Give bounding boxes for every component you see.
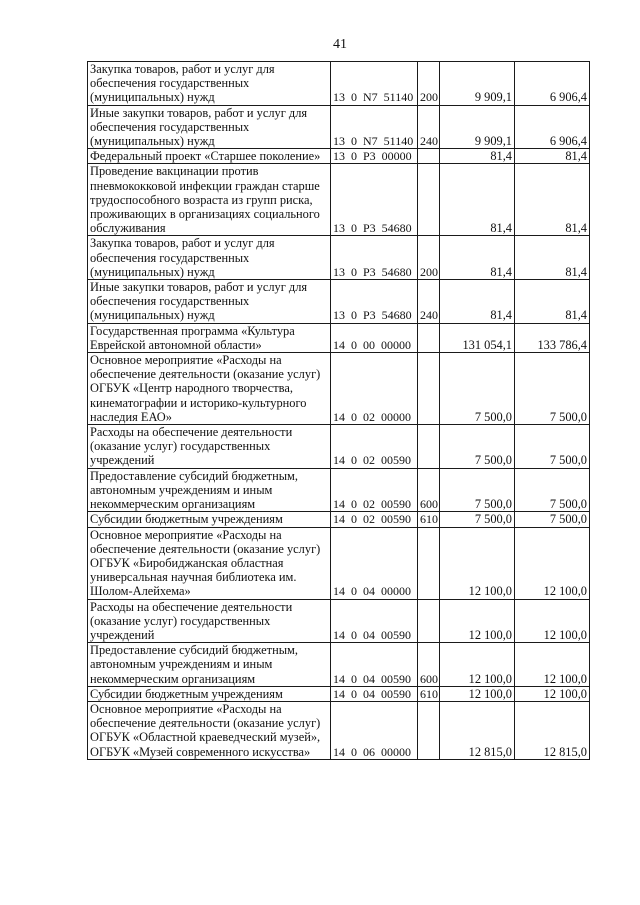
- row-code-cell: 13 0 P3 00000: [331, 149, 418, 164]
- row-name-cell: Предоставление субсидий бюджетным, автономным учреждениям и иным некоммерческим организациям: [88, 468, 331, 512]
- row-value-2023-cell: 7 500,0: [440, 353, 515, 425]
- row-name-cell: Предоставление субсидий бюджетным, автономным учреждениям и иным некоммерческим организациям: [88, 643, 331, 687]
- row-expense-type-cell: [418, 425, 440, 469]
- row-expense-type-cell: 610: [418, 512, 440, 527]
- row-value-2023-cell: 9 909,1: [440, 105, 515, 149]
- row-value-2023-cell: 81,4: [440, 280, 515, 324]
- table-row: [88, 105, 590, 149]
- row-value-2024-cell: 133 786,4: [515, 323, 590, 352]
- row-value-2023-cell: 9 909,1: [440, 62, 515, 106]
- table-row: [88, 236, 590, 280]
- row-value-2024-cell: 12 815,0: [515, 701, 590, 759]
- row-code-cell: 14 0 02 00590: [331, 468, 418, 512]
- row-value-2023-cell: 7 500,0: [440, 425, 515, 469]
- row-expense-type-cell: [418, 599, 440, 643]
- row-code-cell: 13 0 P3 54680: [331, 164, 418, 236]
- row-value-2023-cell: 12 100,0: [440, 599, 515, 643]
- row-value-2023-cell: 7 500,0: [440, 468, 515, 512]
- row-code-cell: 14 0 04 00000: [331, 527, 418, 599]
- table-row: [88, 527, 590, 599]
- row-code-cell: 14 0 04 00590: [331, 686, 418, 701]
- row-name-cell: Закупка товаров, работ и услуг для обеспечения государственных (муниципальных) нужд: [88, 62, 331, 106]
- row-value-2024-cell: 12 100,0: [515, 599, 590, 643]
- row-expense-type-cell: 240: [418, 280, 440, 324]
- table-row: [88, 164, 590, 236]
- row-value-2024-cell: 12 100,0: [515, 527, 590, 599]
- row-value-2023-cell: 12 815,0: [440, 701, 515, 759]
- row-code-cell: 14 0 06 00000: [331, 701, 418, 759]
- row-value-2024-cell: 6 906,4: [515, 62, 590, 106]
- budget-table: [87, 61, 590, 760]
- row-value-2024-cell: 7 500,0: [515, 425, 590, 469]
- budget-table-body: [88, 62, 590, 760]
- row-name-cell: Закупка товаров, работ и услуг для обеспечения государственных (муниципальных) нужд: [88, 236, 331, 280]
- table-row: [88, 686, 590, 701]
- row-name-cell: Государственная программа «Культура Еврейской автономной области»: [88, 323, 331, 352]
- row-value-2024-cell: 81,4: [515, 164, 590, 236]
- row-expense-type-cell: [418, 323, 440, 352]
- row-expense-type-cell: 610: [418, 686, 440, 701]
- row-expense-type-cell: [418, 527, 440, 599]
- row-value-2023-cell: 81,4: [440, 149, 515, 164]
- row-name-cell: Проведение вакцинации против пневмококковой инфекции граждан старше трудоспособного возраста из групп риска, проживающих в организациях социального обслуживания: [88, 164, 331, 236]
- row-value-2023-cell: 131 054,1: [440, 323, 515, 352]
- row-value-2024-cell: 81,4: [515, 236, 590, 280]
- row-expense-type-cell: 600: [418, 643, 440, 687]
- row-expense-type-cell: 200: [418, 236, 440, 280]
- row-expense-type-cell: [418, 164, 440, 236]
- row-name-cell: Субсидии бюджетным учреждениям: [88, 512, 331, 527]
- row-code-cell: 14 0 00 00000: [331, 323, 418, 352]
- table-row: [88, 353, 590, 425]
- table-row: [88, 599, 590, 643]
- row-name-cell: Расходы на обеспечение деятельности (оказание услуг) государственных учреждений: [88, 599, 331, 643]
- row-value-2023-cell: 81,4: [440, 164, 515, 236]
- row-expense-type-cell: [418, 149, 440, 164]
- row-value-2023-cell: 7 500,0: [440, 512, 515, 527]
- row-value-2024-cell: 6 906,4: [515, 105, 590, 149]
- row-value-2024-cell: 7 500,0: [515, 353, 590, 425]
- row-name-cell: Субсидии бюджетным учреждениям: [88, 686, 331, 701]
- table-row: [88, 323, 590, 352]
- row-value-2023-cell: 12 100,0: [440, 643, 515, 687]
- row-name-cell: Федеральный проект «Старшее поколение»: [88, 149, 331, 164]
- row-code-cell: 14 0 02 00590: [331, 512, 418, 527]
- row-value-2024-cell: 7 500,0: [515, 512, 590, 527]
- row-name-cell: Расходы на обеспечение деятельности (оказание услуг) государственных учреждений: [88, 425, 331, 469]
- table-row: [88, 701, 590, 759]
- row-value-2024-cell: 12 100,0: [515, 686, 590, 701]
- row-name-cell: Иные закупки товаров, работ и услуг для обеспечения государственных (муниципальных) нужд: [88, 105, 331, 149]
- row-value-2023-cell: 81,4: [440, 236, 515, 280]
- row-code-cell: 13 0 N7 51140: [331, 105, 418, 149]
- row-code-cell: 14 0 04 00590: [331, 643, 418, 687]
- row-name-cell: Иные закупки товаров, работ и услуг для обеспечения государственных (муниципальных) нужд: [88, 280, 331, 324]
- table-row: [88, 149, 590, 164]
- row-expense-type-cell: 600: [418, 468, 440, 512]
- row-expense-type-cell: [418, 701, 440, 759]
- row-code-cell: 14 0 04 00590: [331, 599, 418, 643]
- table-row: [88, 643, 590, 687]
- row-name-cell: Основное мероприятие «Расходы на обеспечение деятельности (оказание услуг) ОГБУК «Центр народного творчества, кинематографии и историко-культурного наследия ЕАО»: [88, 353, 331, 425]
- page-number: 41: [333, 37, 347, 52]
- table-row: [88, 280, 590, 324]
- row-code-cell: 14 0 02 00000: [331, 353, 418, 425]
- row-name-cell: Основное мероприятие «Расходы на обеспечение деятельности (оказание услуг) ОГБУК «Областной краеведческий музей», ОГБУК «Музей современного искусства»: [88, 701, 331, 759]
- table-row: [88, 62, 590, 106]
- row-code-cell: 14 0 02 00590: [331, 425, 418, 469]
- row-expense-type-cell: 240: [418, 105, 440, 149]
- row-value-2023-cell: 12 100,0: [440, 527, 515, 599]
- row-value-2024-cell: 12 100,0: [515, 643, 590, 687]
- table-row: [88, 425, 590, 469]
- table-row: [88, 512, 590, 527]
- table-row: [88, 468, 590, 512]
- row-value-2024-cell: 81,4: [515, 280, 590, 324]
- row-value-2024-cell: 7 500,0: [515, 468, 590, 512]
- row-code-cell: 13 0 P3 54680: [331, 236, 418, 280]
- row-name-cell: Основное мероприятие «Расходы на обеспечение деятельности (оказание услуг) ОГБУК «Биробиджанская областная универсальная научная библиотека им. Шолом-Алейхема»: [88, 527, 331, 599]
- row-code-cell: 13 0 N7 51140: [331, 62, 418, 106]
- row-value-2024-cell: 81,4: [515, 149, 590, 164]
- row-expense-type-cell: 200: [418, 62, 440, 106]
- row-expense-type-cell: [418, 353, 440, 425]
- row-code-cell: 13 0 P3 54680: [331, 280, 418, 324]
- row-value-2023-cell: 12 100,0: [440, 686, 515, 701]
